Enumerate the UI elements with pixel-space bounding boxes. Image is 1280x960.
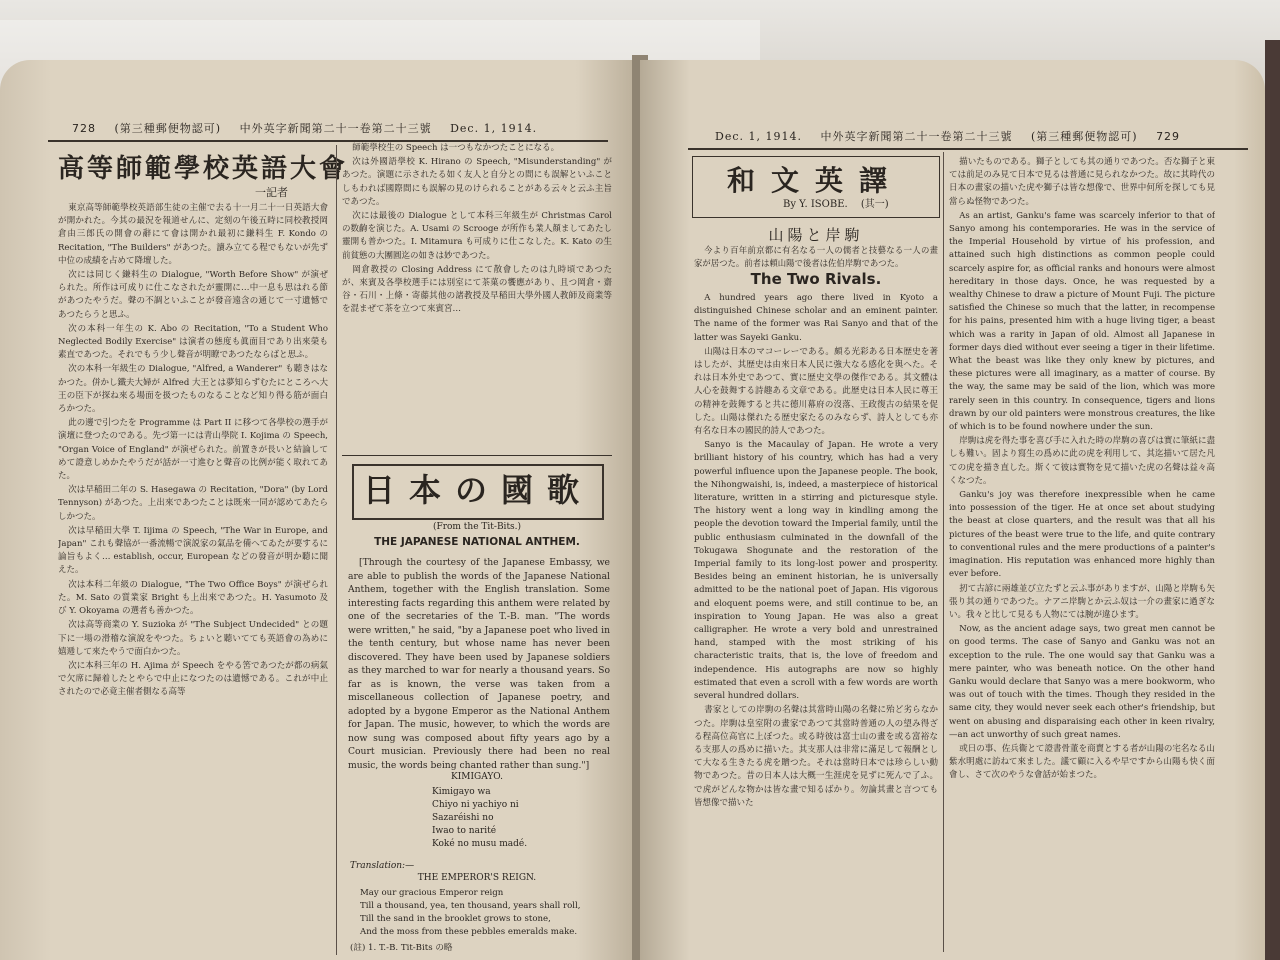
paragraph: 扨て古諺に兩雄並び立たずと云ふ事がありますが、山陽と岸駒も矢張り其の通りであつた。ナアニ岸駒とか云ふ奴は一介の畫家に過ぎない。我々と比して見るも人物にては腕が違ひます。 xyxy=(949,583,1215,620)
anthem-source: (From the Tit-Bits.) xyxy=(432,522,522,532)
left-page-header xyxy=(72,120,551,136)
left-page-number: 728 xyxy=(72,122,96,135)
anthem-title-box: 日本の國歌 xyxy=(352,464,604,520)
paragraph: 岸駒は虎を得た事を喜び手に入れた時の岸駒の喜びは實に筆紙に盡しも難い。固より寫生の爲めに此の虎を利用して、其迄描いて居た凡ての虎を描き直した。斯くて彼は實物を見て描いた虎の名聲は益々高くなつた。 xyxy=(949,436,1215,486)
paragraph: 師範學校生の Speech は一つもなかつたことになる。 xyxy=(352,143,560,153)
translation-title: THE EMPEROR'S REIGN. xyxy=(417,873,537,883)
article-column-2 xyxy=(342,142,612,452)
column-divider xyxy=(943,152,944,952)
paragraph: [Through the courtesy of the Japanese Embassy, we are able to publish the words of the Japanese National Anthem, together with the English translation. Some interesting facts regarding this anthem were related by one of the secretaries of the T.-B. man. "The words were written," he said, "by a Japanese poet who lived in the tenth century, but whose name has never been discovered. They have been used by Japanese soldiers as they marched to war for nearly a thousand years. So far as is known, the verse was taken from a miscellaneous collection of Japanese poetry, and adopted by a bygone Emperor as the National Anthem for Japan. The music, however, to which the words are now sung was composed about fifty years ago by a Court musician. Previously there had been no real music, the words being chanted rather than sung."] xyxy=(348,557,610,771)
series-author: By Y. ISOBE. xyxy=(783,199,848,210)
series-title-box xyxy=(692,156,940,218)
paragraph: 描いたものである。獅子としても其の通りであつた。否な獅子と東ては前足のみ見て日本で見るは普通に見られなかつた。故に其時代の日本の畫家の描いた虎や獅子は皆な想像で、世界中何所を探しても見當らぬ怪物であつた。 xyxy=(949,157,1215,207)
book-cover-edge xyxy=(1265,40,1280,960)
paragraph: 次には最後の Dialogue として本科三年級生が Christmas Carol の数齣を演じた。A. Usami の Scrooge が所作も業人顏ましてあたし靈開も普かつた。I. Mitamura も可成りに仕こなした。K. Kato の生前貧態の大團圓迄の如きは妙であつた。 xyxy=(342,211,612,261)
section-rule xyxy=(342,455,612,456)
paragraph: 次の本科一年級生の Dialogue, "Alfred, a Wanderer" も聽きはなかつた。併かし鐵夫大婦が Alfred 大王とは夢知らずむたにところへ大王の臣下が探ね來る場面を扱つたものなることなど知り得る筋が面白ろかつた。 xyxy=(58,364,328,415)
series-byline xyxy=(783,195,889,210)
translation-line: Till the sand in the brooklet grows to stone, xyxy=(360,914,551,924)
poem-title: KIMIGAYO. xyxy=(450,772,504,782)
paragraph: 山陽は日本のマコーレーである。頗る光彩ある日本歴史を著はしたが、其歴史は由來日本人民に強大なる感化を與へた。それは日本外史であつて、實に歴史文學の傑作である。其文體は人心を鼓舞する詩趣ある文章である。此歴史は日本人民に尊王の精神を鼓舞すると共に德川幕府の沒落、王政復古の結果を促した。山陽は傑れたる歴史家たるのみならず、詩人としても亦有名な日本の國民的詩人であつた。 xyxy=(694,346,938,437)
right-column-1 xyxy=(694,292,938,952)
right-header-note: (第三種郵便物認可) xyxy=(1030,130,1138,143)
poem-line: Kimigayo wa xyxy=(432,787,491,797)
right-page-header xyxy=(715,128,1194,144)
paragraph: A hundred years ago there lived in Kyoto a distinguished Chinese scholar and an eminent painter. The name of the former was Rai Sanyo and that of the latter was Sayeki Ganku. xyxy=(694,293,938,343)
anthem-body xyxy=(348,556,610,772)
article-column-1 xyxy=(58,202,328,947)
header-rule xyxy=(688,148,1248,150)
right-page xyxy=(640,60,1265,960)
paragraph: 次は外國語學校 K. Hirano の Speech, "Misunderstanding" があつた。演題に示されたる如く友人と自分との間にも誤解といふことしもわれば國際間にも誤解の見のけられることがある云々と云ふ主旨であつた。 xyxy=(342,157,612,207)
left-header-note: (第三種郵便物認可) xyxy=(114,122,222,135)
translation-line: And the moss from these pebbles emeralds make. xyxy=(360,927,578,937)
poem-line: Koké no musu madé. xyxy=(432,839,528,849)
paragraph: 次は早稲田二年の S. Hasegawa の Recitation, "Dora" (by Lord Tennyson) があつた。上出來であつたことは既來一同が認めてあたらしかつた。 xyxy=(58,485,328,522)
article-byline: 一記者 xyxy=(255,186,288,199)
story-title-jp: 山陽と岸駒 xyxy=(768,226,864,244)
left-page xyxy=(0,60,640,960)
anthem-heading: THE JAPANESE NATIONAL ANTHEM. xyxy=(374,536,580,548)
paragraph: Now, as the ancient adage says, two great men cannot be on good terms. The case of Sanyo and Ganku was not an exception to the rule. The one would say that Ganku was a mere painter, who was beneath notice. On the other hand Ganku would declare that Sanyo was a mere bookworm, who was out of touch with the times. Though they resided in the same city, they would never seek each other's friendship, but went on abusing and disparaising each other in keen rivalry,—an act unworthy of such great names. xyxy=(949,624,1215,740)
paragraph: 次は高等商業の Y. Suzioka が "The Subject Undecided" との題下に一場の滑稽な演說をやつた。ちょいと聽いてても英語會の為めに嬉逓して來たやうで面白かつた。 xyxy=(58,620,328,657)
paragraph: As an artist, Ganku's fame was scarcely inferior to that of Sanyo among his contemporaries. He was in the service of the Imperial Household by virtue of his profession, and attained such high distinctions as common people could scarcely aspire for, as official ranks and honours were almost hereditary in those days. Once, he was requested by a wealthy Chinese to draw a picture of Mount Fuji. The picture satisfied the Chinese so much that the latter, in recompense for his pains, presented him with a huge living tiger, a beast which was a rarity in Japan of old. Almost all Japanese in former days died without ever seeing a tiger in their lifetime. What the beast was like they only knew by pictures, and these pictures were all imaginary, as a matter of course. By the way, the same may be said of the lion, which was more rarely seen in this country. In consequence, tigers and lions drawn by our old painters were monstrous creatures, the like of which is to be found nowhere under the sun. xyxy=(949,210,1215,433)
left-header-date: Dec. 1, 1914. xyxy=(450,122,538,135)
left-header-title: 中外英字新聞第二十一卷第二十三號 xyxy=(239,122,432,135)
paragraph: 岡倉教授の Closing Address にて散會したのは九時頃であつたが、來賓及各學校選手には別室にて茶菓の饗應があり、且つ岡倉・齋谷・石川・上條・寄藤其他の諸教授及早稲田大學外國人教師及商業等を混まぜて茶を立つて來賓宮… xyxy=(342,264,612,315)
article-title: 高等師範學校英語大會 xyxy=(58,154,349,184)
paragraph: 次に本科三年の H. Ajima が Speech をやる筈であつたが都の病氣で欠席に歸着したとやらで中止になつたのは遺憾である。これが中止されたので必竟主催者側なる高等 xyxy=(58,660,328,698)
right-header-title: 中外英字新聞第二十一卷第二十三號 xyxy=(820,130,1013,143)
translation-line: May our gracious Emperor reign xyxy=(360,888,504,898)
series-part: (其一) xyxy=(860,199,889,210)
paragraph: 次は早稲田大學 T. Iijima の Speech, "The War in Europe, and Japan" これも聲協が一番流暢で演説家の氣品を備へてゐたが要するに論旨もよく… establish, occur, European などの發音が明か聽に聞えた。 xyxy=(58,525,328,576)
paragraph: 今より百年前京都に有名なる一人の儒者と技藝なる一人の畫家が居つた。前者は頼山陽で後者は佐伯岸駒であつた。 xyxy=(694,245,938,268)
series-title: 和文英譯 xyxy=(727,164,904,197)
paragraph: 書家としての岸駒の名聲は其當時山陽の名聲に殆ど劣らなかつた。岸駒は皇室附の畫家であつて其當時普通の人の望み得ざる程高位高官に上ぼつた。或る時彼は富士山の畫を或る富裕なる支那人の爲めに描いた。其支那人は非常に滿足して報酬として大なる生きたる虎を贈つた。それは當時日本では珍らしい動物であつた。昔の日本人は大概一生涯虎を見ずに死んで了ふ。で虎がどんな物かは皆な畫で知るばかり。勿論其畫と言つても皆想像で描いた xyxy=(694,705,938,808)
paragraph: Sanyo is the Macaulay of Japan. He wrote a very brilliant history of his country, which has had a very powerful influence upon the Japanese people. The book, the Nihongwaishi, is, indeed, a masterpiece of historical literature, written in a stirring and picturesque style. The history went a long way in kindling among the people the devotion toward the Imperial family, until the public enthusiasm culminated in the downfall of the Tokugawa Shogunate and the restoration of the Imperial family to its long-lost power and prosperity. Besides being an eminent historian, he is universally admitted to be the national poet of Japan. His vigorous and eloquent poems were, and still continue to be, an inspiration to Young Japan. He was also a great calligrapher. He wrote a very bold and unrestrained hand, stamped with the most striking of his characteristic traits, that is, the love of freedom and independence. His autographs are now so highly estimated that even a scroll with a few words are worth several hundred dollars. xyxy=(694,440,938,702)
paragraph: 次には同じく鎌料生の Dialogue, "Worth Before Show" が演ぜられた。所作は可成りに仕こなされたが靈開に…中一息も思はれる節があつたやうだ。聲の不調といふことが發音遠含の通じて一寸遺憾であつたらうと思ふ。 xyxy=(58,270,328,320)
column-divider xyxy=(336,145,337,955)
story-intro-jp xyxy=(694,244,938,272)
paragraph: 次は本科二年級の Dialogue, "The Two Office Boys" が演ぜられた。M. Sato の質業家 Bright も上出來であつた。H. Yasumoto 及び Y. Okoyama の選者も善かつた。 xyxy=(58,579,328,617)
footnote: (註) 1. T.-B. Tit-Bits の略 xyxy=(350,943,453,953)
paragraph: 此の邊で引つたを Programme は Part II に移つて各學校の選手が演壇に登つたのである。先づ第一には青山學院 I. Kojima の Speech, "Organ Voice of England" が演ぜられた。前置きが長いと結論してめて證意しめかたやうだが話が一寸進むと聲音の比例が能く取れてあた。 xyxy=(58,418,328,482)
paragraph: 東京高等師範學校英語部生徒の主催で去る十一月二十一日英語大會が開かれた。今其の最況を報道せんに、定刻の午後五時に同校教授岡倉由三郎氏の開會の辭にて會は開かれ最初に鎌料生 F. Kondo の Recitation, "The Builders" があつた。讀み立てる程でもないが先ず中位の成績を占めて降壇した。 xyxy=(58,203,328,266)
paragraph: Ganku's joy was therefore inexpressible when he came into possession of the tiger. He at once set about studying the beast at close quarters, and the result was that all his pictures of the beast were true to the life, and quite contrary to conventional rules and the mere productions of a painter's imagination. His reputation was enhanced more highly than ever before. xyxy=(949,490,1215,580)
story-title-en: The Two Rivals. xyxy=(750,270,882,288)
poem-line: Iwao to narité xyxy=(432,826,497,836)
right-column-2 xyxy=(949,156,1215,956)
poem-line: Chiyo ni yachiyo ni xyxy=(432,800,519,810)
paragraph: 或日の事、佐兵衞とて證書骨董を商賣とする者が山陽の宅名なる山紫水明處に訪ねて來ました。議て顧に入るや早ですから山陽も快く面會し、さて次のやうな會話が始まつた。 xyxy=(949,743,1215,781)
poem-line: Sazaréishi no xyxy=(432,813,494,823)
translation-label: Translation:— xyxy=(350,861,415,871)
right-page-number: 729 xyxy=(1156,130,1181,143)
translation-line: Till a thousand, yea, ten thousand, years shall roll, xyxy=(360,901,581,911)
poem xyxy=(432,786,527,851)
translation xyxy=(360,887,580,939)
right-header-date: Dec. 1, 1914. xyxy=(715,130,802,143)
paragraph: 次の本科一年生の K. Abo の Recitation, "To a Student Who Neglected Bodily Exercise" は演者の態度も眞面目であり出來榮も素直であつた。それでもう少し聲音が明瞭であつたならばと思ふ。 xyxy=(58,323,328,361)
